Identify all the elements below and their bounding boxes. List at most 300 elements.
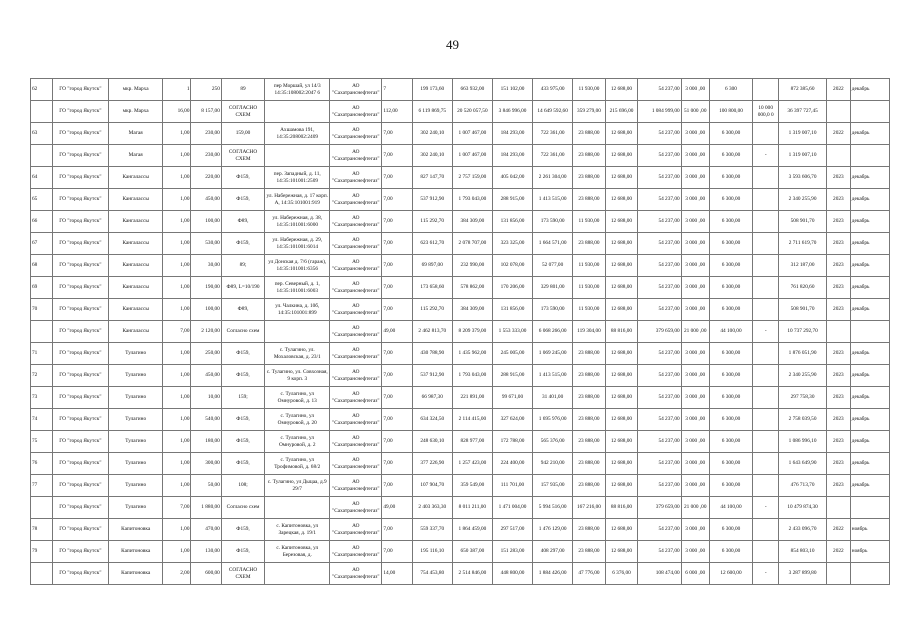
- cell-cost-construction: 232 990,00: [452, 255, 492, 277]
- cell-quantity: 7,00: [382, 299, 412, 321]
- cell-length: 220,00: [191, 167, 221, 189]
- cell-row-number: [31, 101, 53, 123]
- cell-month: [850, 497, 889, 519]
- cell-address: [265, 101, 330, 123]
- cell-cost-total-a: 54 237,00: [638, 541, 681, 563]
- cell-municipality: ГО "город Якутск": [52, 255, 108, 277]
- cell-operator: АО "Сахатранснефтегаз": [330, 145, 382, 167]
- cell-year: 2022: [826, 519, 850, 541]
- cell-municipality: ГО "город Якутск": [52, 519, 108, 541]
- cell-count: 7,00: [163, 321, 191, 343]
- table-row: [31, 409, 890, 431]
- cell-cost-construction: 1 793 043,00: [452, 189, 492, 211]
- cell-operator: АО "Сахатранснефтегаз": [330, 563, 382, 585]
- cell-cost-connection: 6 300,00: [709, 409, 752, 431]
- cell-cost-installation: 408 297,00: [533, 541, 573, 563]
- cell-diameter: Ф89,: [221, 211, 264, 233]
- cell-cost-materials: 1 471 004,00: [492, 497, 532, 519]
- cell-cost-total-a: 54 237,00: [638, 123, 681, 145]
- cell-operator: АО "Сахатранснефтегаз": [330, 233, 382, 255]
- cell-address: пер. Западный, д. 11, 14:35:101001:2509: [265, 167, 330, 189]
- cell-cost-installation: 52 077,00: [533, 255, 573, 277]
- cell-month: декабрь: [850, 431, 889, 453]
- cell-cost-other-b: 12 688,00: [605, 255, 638, 277]
- cell-cost-materials: 327 624,00: [492, 409, 532, 431]
- cell-operator: АО "Сахатранснефтегаз": [330, 101, 382, 123]
- cell-length: 2 120,00: [191, 321, 221, 343]
- cell-cost-unit: 3 000 ,00: [681, 541, 709, 563]
- cell-cost-reserve: -: [753, 497, 779, 519]
- cell-cost-installation: 1 069 245,00: [533, 343, 573, 365]
- cell-cost-unit: 21 000 ,00: [681, 321, 709, 343]
- cell-cost-total: 312 187,00: [779, 255, 827, 277]
- cell-municipality: ГО "город Якутск": [52, 431, 108, 453]
- cell-month: декабрь: [850, 255, 889, 277]
- cell-municipality: ГО "город Якутск": [52, 277, 108, 299]
- cell-cost-design: 302 240,10: [412, 123, 452, 145]
- table-row: [31, 453, 890, 475]
- cell-cost-unit: 3 000 ,00: [681, 233, 709, 255]
- cell-cost-total: 1 876 051,90: [779, 343, 827, 365]
- cell-cost-materials: 99 671,00: [492, 387, 532, 409]
- cell-month: [850, 101, 889, 123]
- cell-count: 1,00: [163, 453, 191, 475]
- cell-cost-construction: 8 011 211,00: [452, 497, 492, 519]
- cell-cost-connection: 6 300,00: [709, 211, 752, 233]
- cell-cost-installation: 1 476 129,00: [533, 519, 573, 541]
- cell-cost-other-a: 11 930,00: [573, 79, 606, 101]
- cell-cost-total-a: 54 237,00: [638, 453, 681, 475]
- cell-cost-unit: 3 000 ,00: [681, 277, 709, 299]
- cell-address: Ахшамова 191, 14:35:208002:2409: [265, 123, 330, 145]
- cell-count: 1,00: [163, 431, 191, 453]
- cell-cost-connection: 6 300,00: [709, 541, 752, 563]
- cell-cost-design: 69 897,00: [412, 255, 452, 277]
- cell-cost-other-a: 23 888,00: [573, 145, 606, 167]
- cell-cost-installation: 157 935,00: [533, 475, 573, 497]
- page-number: 49: [446, 37, 459, 52]
- cell-diameter: Ф159,: [221, 519, 264, 541]
- cell-diameter: 108;: [221, 475, 264, 497]
- cell-cost-total: 508 901,70: [779, 299, 827, 321]
- cell-cost-connection: 6 300,00: [709, 365, 752, 387]
- table-row: [31, 563, 890, 585]
- cell-cost-unit: 3 000 ,00: [681, 189, 709, 211]
- cell-cost-connection: 6 300,00: [709, 277, 752, 299]
- cell-cost-total: 2 758 039,50: [779, 409, 827, 431]
- table-row: [31, 145, 890, 167]
- cell-quantity: 7,00: [382, 519, 412, 541]
- cell-month: декабрь: [850, 167, 889, 189]
- cell-cost-design: 6 119 869,75: [412, 101, 452, 123]
- table-row: [31, 541, 890, 563]
- cell-cost-unit: 21 000 ,00: [681, 497, 709, 519]
- cell-row-number: 63: [31, 123, 53, 145]
- cell-cost-total: 36 397 727,45: [779, 101, 827, 123]
- cell-cost-construction: 221 891,00: [452, 387, 492, 409]
- cell-address: с. Тулагино, ул Дыцаа, д.9 29/7: [265, 475, 330, 497]
- cell-count: 1,00: [163, 519, 191, 541]
- cell-cost-design: 107 904,70: [412, 475, 452, 497]
- cell-diameter: Ф159,: [221, 189, 264, 211]
- cell-year: [826, 321, 850, 343]
- cell-operator: АО "Сахатранснефтегаз": [330, 387, 382, 409]
- cell-address: с. Тулагино, ул. Совхозная, 9 корп. 3: [265, 365, 330, 387]
- cell-municipality: ГО "город Якутск": [52, 101, 108, 123]
- cell-row-number: 78: [31, 519, 53, 541]
- cell-cost-construction: 8 209 379,00: [452, 321, 492, 343]
- cell-municipality: ГО "город Якутск": [52, 321, 108, 343]
- cell-count: 16,00: [163, 101, 191, 123]
- cell-cost-total: 3 287 899,80: [779, 563, 827, 585]
- cell-settlement: Капитоновка: [109, 563, 163, 585]
- cell-diameter: Ф159,: [221, 365, 264, 387]
- cell-row-number: 70: [31, 299, 53, 321]
- cell-count: 1,00: [163, 277, 191, 299]
- cell-operator: АО "Сахатранснефтегаз": [330, 299, 382, 321]
- cell-municipality: ГО "город Якутск": [52, 409, 108, 431]
- cell-cost-total-a: 1 084 999,00: [638, 101, 681, 123]
- cell-cost-total-a: 54 237,00: [638, 79, 681, 101]
- cell-address: ул Донская д. 7/6 (гараж), 14:35:101001:6356: [265, 255, 330, 277]
- cell-cost-other-a: 23 888,00: [573, 431, 606, 453]
- cell-cost-total: 297 758,30: [779, 387, 827, 409]
- cell-cost-reserve: [753, 233, 779, 255]
- cell-cost-unit: 3 000 ,00: [681, 167, 709, 189]
- table-row: [31, 497, 890, 519]
- cell-count: 7,00: [163, 497, 191, 519]
- cell-operator: АО "Сахатранснефтегаз": [330, 431, 382, 453]
- cell-quantity: 7,00: [382, 541, 412, 563]
- cell-cost-design: 2 462 813,70: [412, 321, 452, 343]
- cell-quantity: 7,00: [382, 431, 412, 453]
- cell-cost-design: 302 240,10: [412, 145, 452, 167]
- cell-cost-construction: 2 514 846,00: [452, 563, 492, 585]
- cell-row-number: [31, 321, 53, 343]
- cell-cost-reserve: [753, 387, 779, 409]
- cell-cost-construction: 578 862,00: [452, 277, 492, 299]
- cell-cost-unit: 6 000 ,00: [681, 563, 709, 585]
- cell-length: 10,00: [191, 387, 221, 409]
- cell-cost-total: 2 340 255,90: [779, 189, 827, 211]
- cell-month: [850, 321, 889, 343]
- cell-cost-total-a: 379 659,00: [638, 321, 681, 343]
- cell-diameter: 159,00: [221, 123, 264, 145]
- cell-cost-construction: 1 435 962,00: [452, 343, 492, 365]
- table-row: [31, 211, 890, 233]
- cell-cost-total-a: 379 659,00: [638, 497, 681, 519]
- cell-cost-total: 761 820,60: [779, 277, 827, 299]
- table-row: [31, 475, 890, 497]
- cell-cost-unit: 3 000 ,00: [681, 299, 709, 321]
- cell-settlement: Тулагино: [109, 453, 163, 475]
- cell-cost-construction: 1 007 467,00: [452, 145, 492, 167]
- cell-length: 50,00: [191, 475, 221, 497]
- cell-cost-other-a: 23 888,00: [573, 233, 606, 255]
- cell-cost-total-a: 54 237,00: [638, 409, 681, 431]
- cell-count: 1,00: [163, 387, 191, 409]
- table-row: [31, 101, 890, 123]
- cell-row-number: 66: [31, 211, 53, 233]
- cell-cost-installation: 173 590,00: [533, 211, 573, 233]
- cell-cost-total: 508 901,70: [779, 211, 827, 233]
- cell-cost-other-b: 12 688,00: [605, 167, 638, 189]
- table-row: [31, 255, 890, 277]
- cell-count: 1,00: [163, 409, 191, 431]
- cell-month: декабрь: [850, 123, 889, 145]
- cell-quantity: 7,00: [382, 123, 412, 145]
- cell-count: 2,00: [163, 563, 191, 585]
- cell-cost-design: 199 173,60: [412, 79, 452, 101]
- cell-quantity: 7,00: [382, 453, 412, 475]
- cell-cost-other-a: 23 888,00: [573, 167, 606, 189]
- cell-month: декабрь: [850, 475, 889, 497]
- cell-count: 1,00: [163, 189, 191, 211]
- cell-cost-other-a: 11 930,00: [573, 211, 606, 233]
- cell-month: декабрь: [850, 277, 889, 299]
- cell-address: с. Тулагино, ул. Мохаловская, д. 23/1: [265, 343, 330, 365]
- cell-diameter: Ф159,: [221, 343, 264, 365]
- cell-year: [826, 101, 850, 123]
- cell-cost-reserve: [753, 299, 779, 321]
- cell-quantity: 7,00: [382, 189, 412, 211]
- cell-diameter: Ф89,: [221, 299, 264, 321]
- cell-municipality: ГО "город Якутск": [52, 343, 108, 365]
- cell-length: 180,00: [191, 431, 221, 453]
- cell-quantity: 7,00: [382, 343, 412, 365]
- cell-month: декабрь: [850, 211, 889, 233]
- cell-year: [826, 497, 850, 519]
- cell-cost-total: 476 713,70: [779, 475, 827, 497]
- cell-cost-connection: 12 600,00: [709, 563, 752, 585]
- cell-operator: АО "Сахатранснефтегаз": [330, 167, 382, 189]
- table-row: [31, 277, 890, 299]
- cell-municipality: ГО "город Якутск": [52, 79, 108, 101]
- cell-cost-unit: 3 000 ,00: [681, 365, 709, 387]
- cell-settlement: мкр. Марха: [109, 79, 163, 101]
- cell-cost-materials: 131 856,00: [492, 299, 532, 321]
- cell-cost-reserve: [753, 123, 779, 145]
- cell-municipality: ГО "город Якутск": [52, 233, 108, 255]
- cell-length: 190,00: [191, 277, 221, 299]
- cell-cost-connection: 6 300,00: [709, 189, 752, 211]
- cell-address: с. Тулагино, ул Омнуровой, д. 2: [265, 431, 330, 453]
- cell-quantity: 7,00: [382, 167, 412, 189]
- cell-cost-reserve: [753, 343, 779, 365]
- cell-cost-materials: 184 293,00: [492, 145, 532, 167]
- cell-row-number: 73: [31, 387, 53, 409]
- cell-cost-installation: 1 884 426,00: [533, 563, 573, 585]
- cell-year: 2023: [826, 387, 850, 409]
- cell-row-number: 71: [31, 343, 53, 365]
- cell-diameter: СОГЛАСНО СХЕМ: [221, 563, 264, 585]
- cell-cost-connection: 100 800,00: [709, 101, 752, 123]
- cell-operator: АО "Сахатранснефтегаз": [330, 189, 382, 211]
- cell-length: 230,00: [191, 123, 221, 145]
- cell-municipality: ГО "город Якутск": [52, 145, 108, 167]
- cell-cost-other-b: 12 688,00: [605, 541, 638, 563]
- cell-cost-design: 754 453,80: [412, 563, 452, 585]
- cell-settlement: Магая: [109, 145, 163, 167]
- cell-count: 1,00: [163, 123, 191, 145]
- cell-row-number: 74: [31, 409, 53, 431]
- cell-operator: АО "Сахатранснефтегаз": [330, 497, 382, 519]
- cell-cost-reserve: [753, 453, 779, 475]
- cell-cost-connection: 6 300,00: [709, 123, 752, 145]
- cell-municipality: ГО "город Якутск": [52, 299, 108, 321]
- cell-row-number: 77: [31, 475, 53, 497]
- cell-cost-design: 623 612,70: [412, 233, 452, 255]
- cell-cost-reserve: [753, 189, 779, 211]
- table-row: [31, 321, 890, 343]
- cell-cost-reserve: [753, 79, 779, 101]
- cell-cost-reserve: [753, 365, 779, 387]
- cell-length: 250: [191, 79, 221, 101]
- cell-settlement: Тулагино: [109, 431, 163, 453]
- cell-cost-total: 854 803,10: [779, 541, 827, 563]
- cell-cost-installation: 433 975,00: [533, 79, 573, 101]
- table-row: [31, 189, 890, 211]
- cell-cost-materials: 184 293,00: [492, 123, 532, 145]
- cell-cost-connection: 6 300,00: [709, 475, 752, 497]
- cell-cost-design: 173 658,60: [412, 277, 452, 299]
- cell-cost-unit: 3 000 ,00: [681, 79, 709, 101]
- cell-cost-installation: 2 261 304,00: [533, 167, 573, 189]
- cell-cost-connection: 44 100,00: [709, 321, 752, 343]
- cell-address: ул. Набережная, д. 29, 14:35:101001:6014: [265, 233, 330, 255]
- cell-cost-construction: 1 793 043,00: [452, 365, 492, 387]
- cell-cost-installation: 14 649 592,60: [533, 101, 573, 123]
- cell-address: [265, 497, 330, 519]
- cell-diameter: Ф159,: [221, 167, 264, 189]
- cell-month: декабрь: [850, 365, 889, 387]
- cell-cost-design: 377 226,90: [412, 453, 452, 475]
- cell-quantity: 7,00: [382, 255, 412, 277]
- cell-cost-construction: 1 257 423,00: [452, 453, 492, 475]
- cell-quantity: 112,00: [382, 101, 412, 123]
- cell-cost-materials: 288 915,00: [492, 365, 532, 387]
- cell-quantity: 7,00: [382, 409, 412, 431]
- cell-cost-construction: 1 864 459,00: [452, 519, 492, 541]
- cell-year: 2023: [826, 189, 850, 211]
- cell-cost-design: 2 403 363,30: [412, 497, 452, 519]
- cell-cost-other-b: 12 688,00: [605, 189, 638, 211]
- cell-cost-materials: 297 517,00: [492, 519, 532, 541]
- cell-cost-materials: 151 102,00: [492, 79, 532, 101]
- cell-cost-other-b: 12 688,00: [605, 475, 638, 497]
- cell-year: 2022: [826, 123, 850, 145]
- cell-address: ул. Набережная, д. 38, 14:35:101001:6000: [265, 211, 330, 233]
- cell-cost-unit: 51 000 ,00: [681, 101, 709, 123]
- cell-count: 1,00: [163, 255, 191, 277]
- cell-cost-unit: 3 000 ,00: [681, 387, 709, 409]
- cell-year: 2023: [826, 453, 850, 475]
- cell-year: 2023: [826, 343, 850, 365]
- table-row: [31, 123, 890, 145]
- cell-cost-design: 115 292,70: [412, 299, 452, 321]
- cell-length: 530,00: [191, 233, 221, 255]
- cell-year: 2022: [826, 541, 850, 563]
- cell-cost-materials: 448 800,00: [492, 563, 532, 585]
- cell-cost-total-a: 54 237,00: [638, 365, 681, 387]
- cell-cost-construction: 2 757 159,00: [452, 167, 492, 189]
- cell-cost-installation: 6 068 266,00: [533, 321, 573, 343]
- cell-row-number: [31, 145, 53, 167]
- cell-cost-design: 115 292,70: [412, 211, 452, 233]
- cell-month: ноябрь: [850, 541, 889, 563]
- cell-month: декабрь: [850, 299, 889, 321]
- cell-cost-other-a: 23 888,00: [573, 453, 606, 475]
- cell-address: пер Моршай, ул 14/3 14:35:108002:2047 6: [265, 79, 330, 101]
- cell-row-number: [31, 497, 53, 519]
- cell-operator: АО "Сахатранснефтегаз": [330, 79, 382, 101]
- cell-cost-unit: 3 000 ,00: [681, 123, 709, 145]
- cell-settlement: Кангалассы: [109, 255, 163, 277]
- cell-cost-connection: 6 300,00: [709, 387, 752, 409]
- cell-cost-other-b: 215 696,00: [605, 101, 638, 123]
- cell-cost-total: 3 593 606,70: [779, 167, 827, 189]
- cell-year: [826, 145, 850, 167]
- cell-cost-other-b: 88 816,00: [605, 321, 638, 343]
- cell-cost-connection: 6 300,00: [709, 431, 752, 453]
- cell-cost-total: 872 385,60: [779, 79, 827, 101]
- cell-cost-construction: 384 309,00: [452, 211, 492, 233]
- cell-row-number: [31, 563, 53, 585]
- cell-row-number: 68: [31, 255, 53, 277]
- cell-length: 450,00: [191, 365, 221, 387]
- cell-cost-other-a: 23 888,00: [573, 387, 606, 409]
- cell-address: [265, 145, 330, 167]
- cell-row-number: 72: [31, 365, 53, 387]
- cell-year: 2023: [826, 167, 850, 189]
- cell-year: 2023: [826, 365, 850, 387]
- cell-cost-other-a: 119 304,00: [573, 321, 606, 343]
- cell-cost-other-a: 23 888,00: [573, 365, 606, 387]
- cell-quantity: 49,00: [382, 497, 412, 519]
- cell-cost-reserve: [753, 431, 779, 453]
- cell-cost-installation: 5 994 516,00: [533, 497, 573, 519]
- cell-cost-design: 248 630,10: [412, 431, 452, 453]
- cell-address: пер. Северный, д. 1, 14:35:101001:6003: [265, 277, 330, 299]
- cell-cost-unit: 3 000 ,00: [681, 519, 709, 541]
- cell-operator: АО "Сахатранснефтегаз": [330, 321, 382, 343]
- cell-cost-unit: 3 000 ,00: [681, 211, 709, 233]
- cell-cost-total: 1 086 996,10: [779, 431, 827, 453]
- cell-cost-total-a: 54 237,00: [638, 255, 681, 277]
- cell-cost-other-b: 12 688,00: [605, 343, 638, 365]
- cell-cost-total-a: 54 237,00: [638, 167, 681, 189]
- cell-year: 2023: [826, 277, 850, 299]
- cell-cost-other-b: 12 688,00: [605, 453, 638, 475]
- cell-cost-other-a: 23 888,00: [573, 541, 606, 563]
- cell-cost-reserve: [753, 409, 779, 431]
- cell-count: 1,00: [163, 541, 191, 563]
- cell-length: 300,00: [191, 453, 221, 475]
- cell-cost-construction: 20 520 057,50: [452, 101, 492, 123]
- cell-cost-reserve: -: [753, 145, 779, 167]
- cell-cost-other-b: 12 688,00: [605, 519, 638, 541]
- cell-cost-reserve: [753, 541, 779, 563]
- cell-year: 2023: [826, 475, 850, 497]
- cell-year: [826, 563, 850, 585]
- cell-cost-total-a: 54 237,00: [638, 233, 681, 255]
- cell-cost-installation: 942 210,00: [533, 453, 573, 475]
- cell-cost-other-b: 12 688,00: [605, 79, 638, 101]
- cell-cost-unit: 3 000 ,00: [681, 475, 709, 497]
- cell-settlement: Кангалассы: [109, 233, 163, 255]
- table-row: [31, 365, 890, 387]
- cell-cost-design: 195 116,10: [412, 541, 452, 563]
